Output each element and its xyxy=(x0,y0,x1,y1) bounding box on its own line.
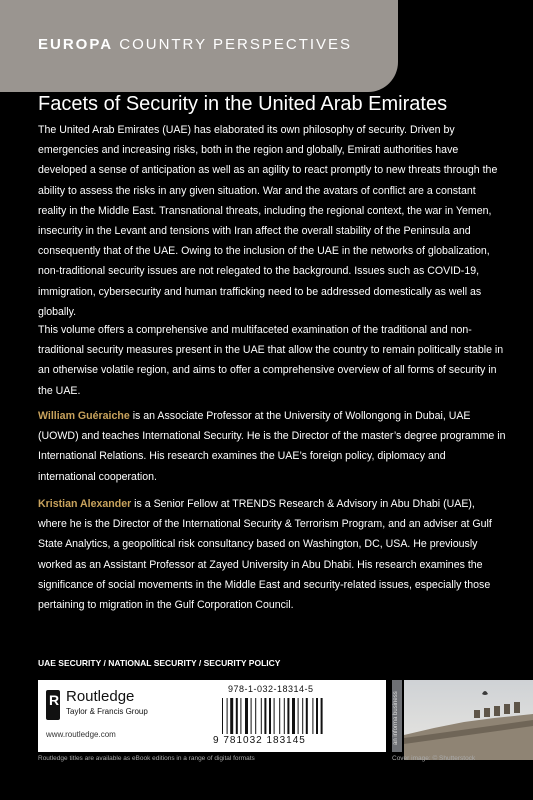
publisher-name: Routledge xyxy=(66,688,135,705)
author-name-2: Kristian Alexander xyxy=(38,498,132,510)
series-name-bold: EUROPA xyxy=(38,36,114,53)
informa-text: an informa business xyxy=(393,691,399,745)
isbn-number: 978-1-032-18314-5 xyxy=(228,684,314,694)
book-title: Facets of Security in the United Arab Emirates xyxy=(38,93,448,115)
publisher-url[interactable]: www.routledge.com xyxy=(46,730,116,739)
routledge-logo-icon xyxy=(46,690,60,720)
author-bio-1 xyxy=(38,406,506,487)
author-bio-text-2: is a Senior Fellow at TRENDS Research & Advisory in Abu Dhabi (UAE), where he is the Director of the International Security & Terrorism Program, and an adviser at Gulf State Analytics, a geopolitical risk consultancy based on Washington, DC, USA. He previously worked as an Assistant Professor at Zayed University in Abu Dhabi. His research examines the significance of social movements in the Middle East and security-related issues, especially those pertaining to migration in the Gulf Corporation Council. xyxy=(38,498,492,612)
author-name-1: William Guéraiche xyxy=(38,410,130,422)
cover-credit: Cover image: © Shutterstock xyxy=(392,755,476,762)
barcode-icon xyxy=(220,698,346,734)
publisher-barcode-panel xyxy=(38,680,386,752)
publisher-group: Taylor & Francis Group xyxy=(66,707,148,716)
series-name xyxy=(38,36,352,53)
description-paragraph-2: This volume offers a comprehensive and multifaceted examination of the traditional and non-traditional security measures present in the UAE that allow the country to remain politically stable in an otherwise volatile region, and aims to offer a comprehensive overview of all forms of security in the UAE. xyxy=(38,324,504,397)
routledge-logo-letter: R xyxy=(49,692,60,708)
description-paragraph-1: The United Arab Emirates (UAE) has elaborated its own philosophy of security. Driven by emergencies and increasing risks, both in the region and globally, Emirati authorities have developed a sense of anticipation as well as an agility to react promptly to new threats through the ability to assess the risks in any given situation. War and the avatars of conflict are a constant reality in the Middle East. Transnational threats, including the regional context, the war in Yemen, insecurity in the Levant and tensions with Iran affect the overall stability of the Peninsula and consequently that of the UAE. Owing to the inclusion of the UAE in the networks of globalization, non-traditional security issues are not relegated to the background. Issues such as COVID-19, immigration, cybersecurity and human trafficking need to be addressed domestically as well as globally. xyxy=(38,124,498,318)
author-bio-text-1: is an Associate Professor at the University of Wollongong in Dubai, UAE (UOWD) and teaches International Security. He is the Director of the master’s degree programme in International Relations. His research examines the UAE’s foreign policy, diplomacy and international cooperation. xyxy=(38,410,506,483)
series-banner xyxy=(0,0,398,92)
barcode-number: 9 781032 183145 xyxy=(213,735,306,746)
ebook-note: Routledge titles are available as eBook editions in a range of digital formats xyxy=(38,755,255,762)
subject-categories: UAE SECURITY / NATIONAL SECURITY / SECURITY POLICY xyxy=(38,658,281,668)
series-name-rest: COUNTRY PERSPECTIVES xyxy=(113,36,353,53)
author-bio-2 xyxy=(38,494,506,615)
cover-photo-image xyxy=(404,680,533,760)
